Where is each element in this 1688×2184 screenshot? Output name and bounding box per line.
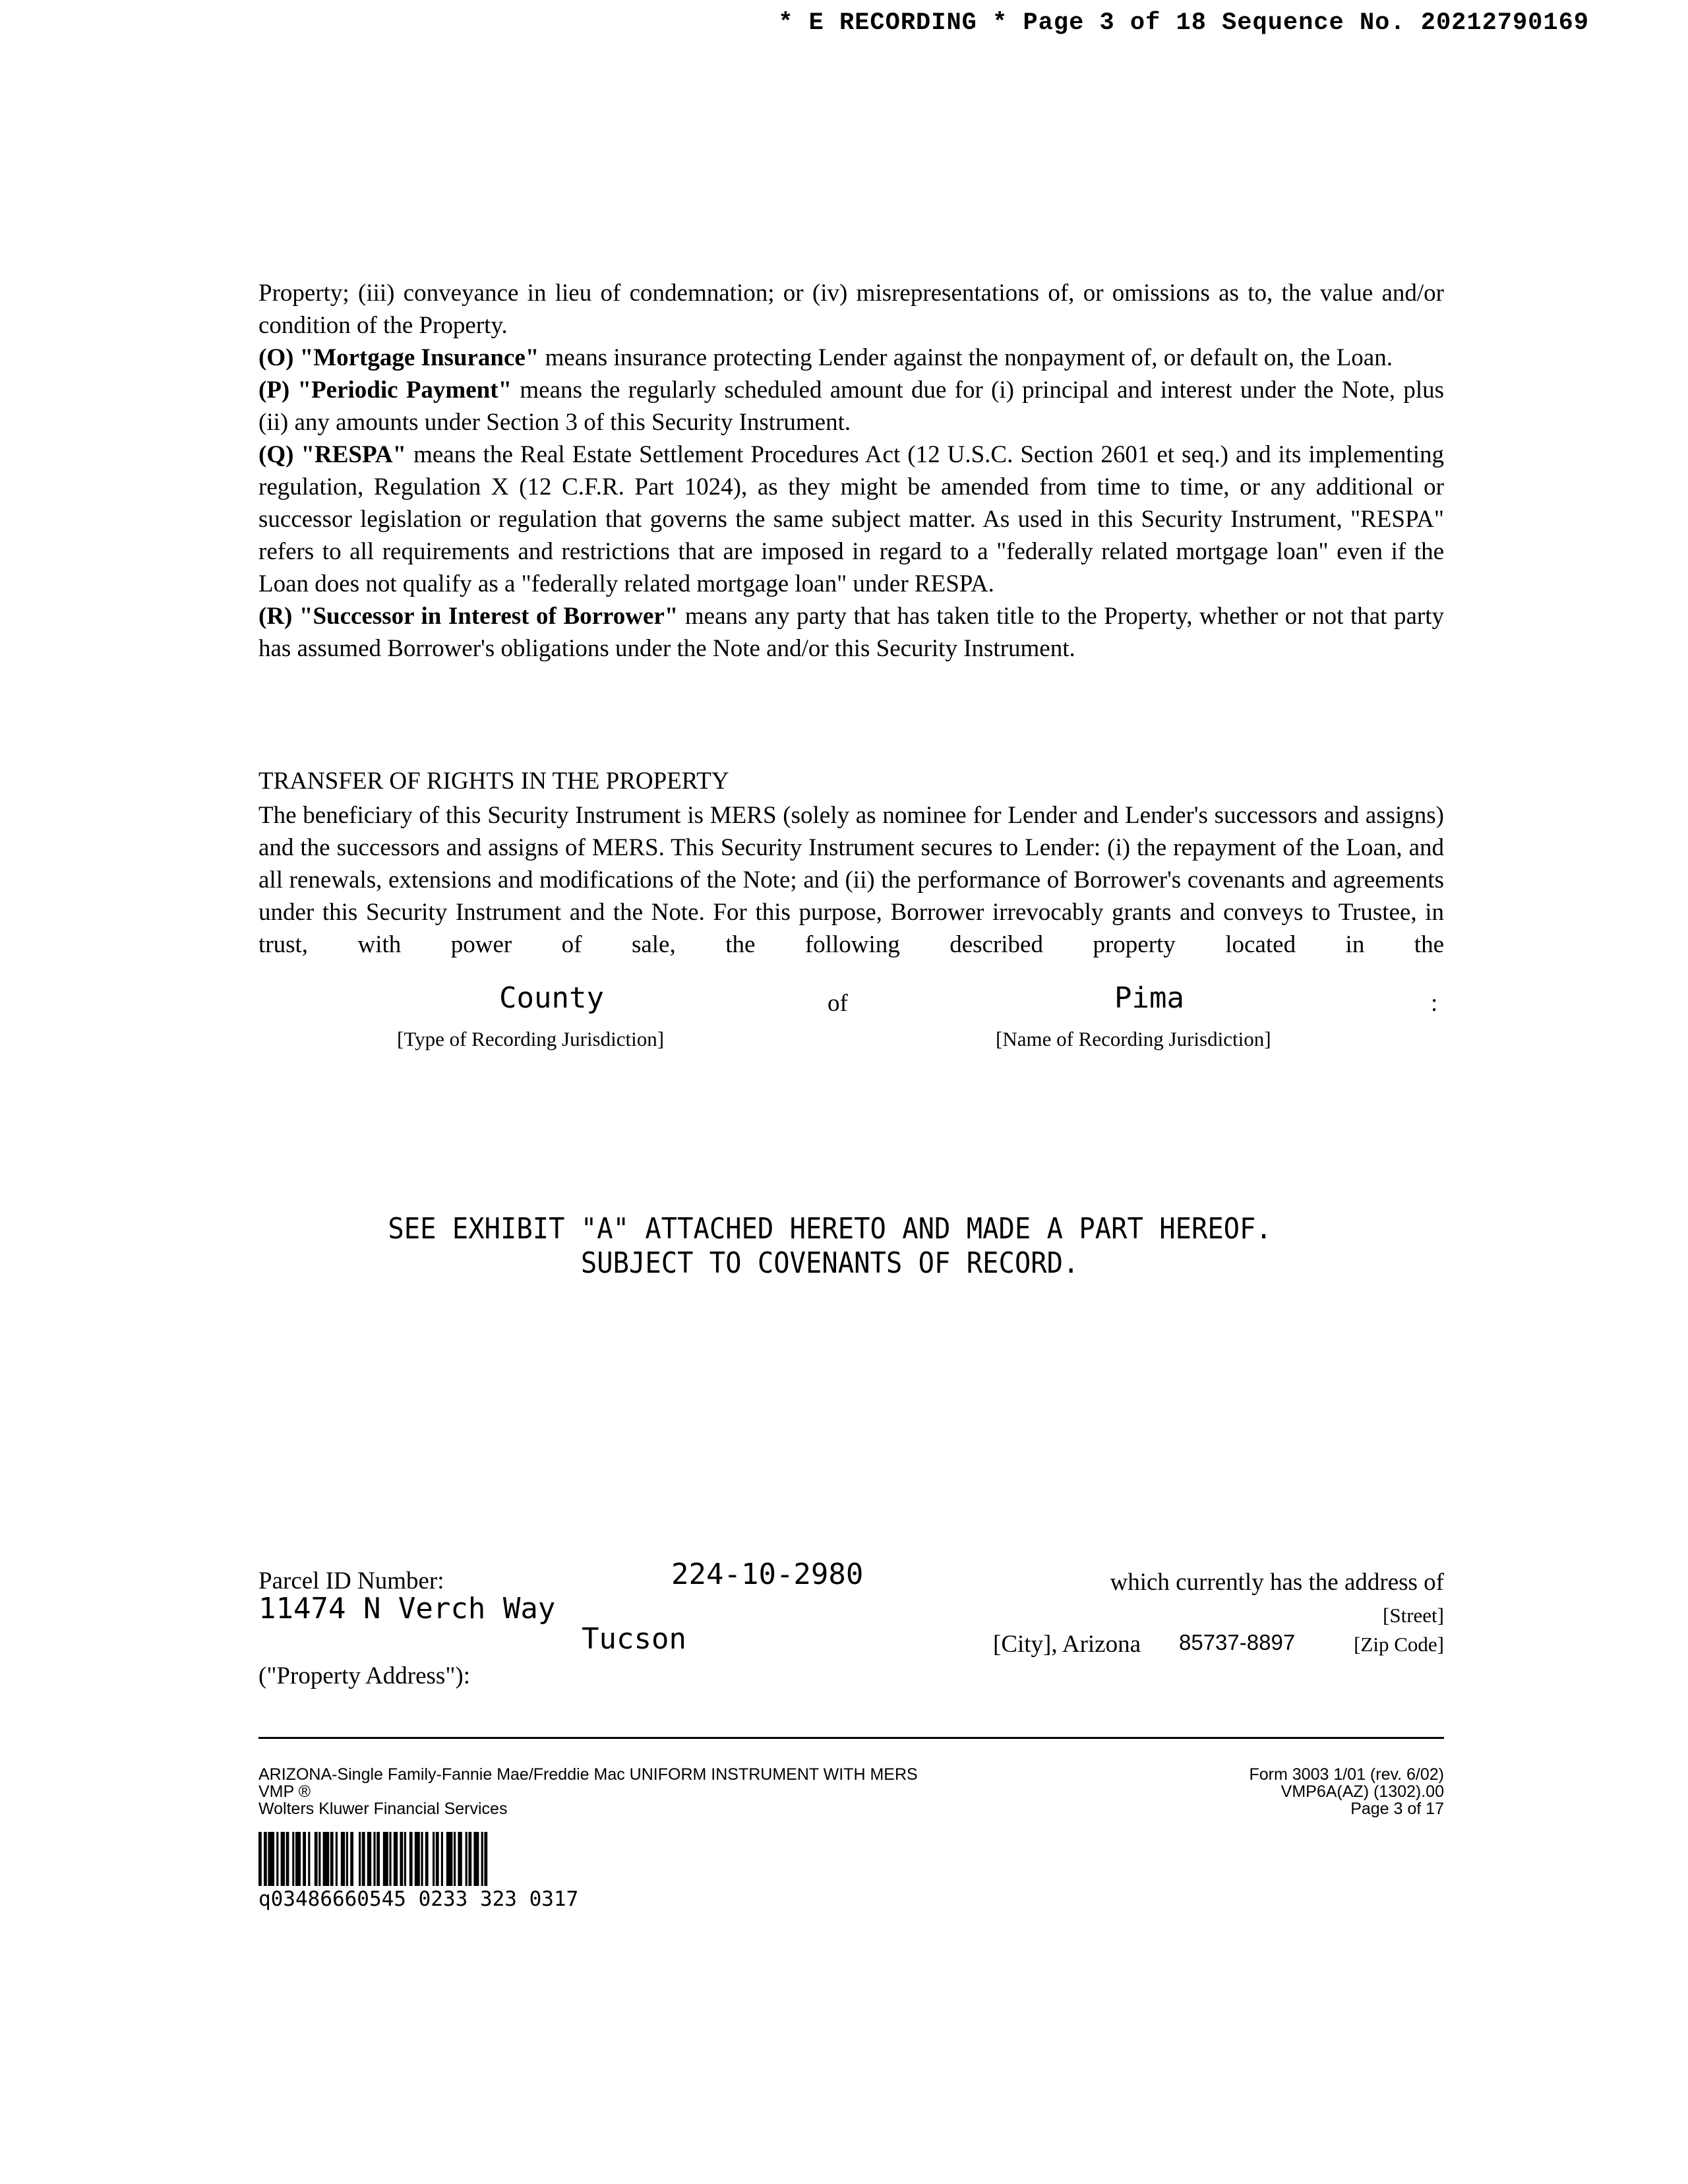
document-barcode	[258, 1832, 720, 1886]
definition-r-label: (R) "Successor in Interest of Borrower"	[258, 603, 678, 630]
jurisdiction-name-caption: [Name of Recording Jurisdiction]	[996, 1027, 1271, 1050]
definition-q	[258, 439, 1444, 600]
zip-caption: [Zip Code]	[1354, 1633, 1444, 1656]
barcode-bar	[389, 1832, 391, 1886]
exhibit-reference	[69, 1212, 1621, 1281]
street-caption: [Street]	[1383, 1604, 1444, 1627]
parcel-id-number: 224-10-2980	[671, 1558, 864, 1591]
definition-p-label: (P) "Periodic Payment"	[258, 377, 512, 404]
barcode-bar	[400, 1832, 403, 1886]
barcode-bar	[318, 1832, 320, 1886]
footer-page-number: Page 3 of 17	[1350, 1800, 1444, 1818]
barcode-bar	[350, 1832, 353, 1886]
definition-q-text: means the Real Estate Settlement Procedures Act (12 U.S.C. Section 2601 et seq.) and its implementing regulation, Regulation X (12 C.F.R. Part 1024), as they might be amended from time to time, or any additional or successor legislation or regulation that governs the same subject matter. As used in this Security Instrument, "RESPA" refers to all requirements and restrictions that are imposed in regard to a "federally related mortgage loan" even if the Loan does not qualify as a "federally related mortgage loan" under RESPA.	[258, 441, 1444, 597]
barcode-bar	[377, 1832, 380, 1886]
definition-r-text: means any party that has taken title to the Property, whether or not that party has assumed Borrower's obligations under the Note and/or this Security Instrument.	[258, 603, 1444, 662]
exhibit-line-2: SUBJECT TO COVENANTS OF RECORD.	[580, 1246, 1079, 1280]
barcode-bar	[454, 1832, 456, 1886]
barcode-number: q03486660545 0233 323 0317	[258, 1887, 579, 1911]
barcode-bar	[458, 1832, 462, 1886]
city-state-line	[993, 1630, 1141, 1658]
definition-continuation: Property; (iii) conveyance in lieu of condemnation; or (iv) misrepresentations of, or omissions as to, the value and/or condition of the Property.	[258, 280, 1444, 339]
footer-right	[1249, 1766, 1444, 1817]
footer-vmp: VMP ®	[258, 1782, 311, 1801]
barcode-bar	[441, 1832, 443, 1886]
exhibit-line-1: SEE EXHIBIT "A" ATTACHED HERETO AND MADE A PART HEREOF.	[388, 1212, 1272, 1246]
barcode-bar	[346, 1832, 348, 1886]
jurisdiction-type-value: County	[499, 981, 604, 1015]
recording-header: * E RECORDING * Page 3 of 18 Sequence No. 20212790169	[778, 9, 1589, 37]
footer-form-number: Form 3003 1/01 (rev. 6/02)	[1249, 1765, 1444, 1784]
barcode-bar	[341, 1832, 345, 1886]
barcode-bar	[415, 1832, 420, 1886]
jurisdiction-type-caption: [Type of Recording Jurisdiction]	[397, 1027, 665, 1050]
transfer-heading: TRANSFER OF RIGHTS IN THE PROPERTY	[258, 768, 729, 795]
barcode-bar	[473, 1832, 479, 1886]
state-text: , Arizona	[1051, 1631, 1141, 1658]
parcel-id-label: Parcel ID Number:	[258, 1567, 444, 1594]
barcode-bar	[373, 1832, 375, 1886]
footer-form-title: ARIZONA-Single Family-Fannie Mae/Freddie Mac UNIFORM INSTRUMENT WITH MERS	[258, 1765, 918, 1784]
street-value: 11474 N Verch Way	[258, 1592, 556, 1625]
property-address-label: ("Property Address"):	[258, 1662, 471, 1689]
barcode-bar	[330, 1832, 334, 1886]
barcode-bar	[404, 1832, 406, 1886]
barcode-bar	[446, 1832, 453, 1886]
footer-form-code: VMP6A(AZ) (1302).00	[1281, 1782, 1444, 1801]
definition-p-text: means the regularly scheduled amount due for (i) principal and interest under the Note, plus (ii) any amounts under Section 3 of this Security Instrument.	[258, 377, 1444, 436]
barcode-bar	[484, 1832, 487, 1886]
transfer-paragraph: The beneficiary of this Security Instrument is MERS (solely as nominee for Lender and Lender's successors and assigns) and the successors and assigns of MERS. This Security Instrument secures to Lender: (i) the repayment of the Loan, and all renewals, extensions and modifications of the Note; and (ii) the performance of Borrower's covenants and agreements under this Security Instrument and the Note. For this purpose, Borrower irrevocably grants and conveys to Trustee, in trust, with power of sale, the following described property located in the	[258, 802, 1444, 958]
barcode-bar	[466, 1832, 467, 1886]
definition-r	[258, 600, 1444, 665]
barcode-bar	[362, 1832, 365, 1886]
barcode-bar	[315, 1832, 318, 1886]
barcode-bar	[436, 1832, 439, 1886]
definition-q-label: (Q) "RESPA"	[258, 441, 407, 468]
barcode-bar	[481, 1832, 483, 1886]
barcode-bar	[425, 1832, 429, 1886]
barcode-bar	[383, 1832, 388, 1886]
zip-value: 85737-8897	[1179, 1630, 1296, 1654]
footer-publisher: Wolters Kluwer Financial Services	[258, 1800, 508, 1818]
barcode-bar	[336, 1832, 338, 1886]
jurisdiction-colon: :	[1431, 990, 1438, 1017]
barcode-bar	[258, 1832, 262, 1886]
barcode-bar	[409, 1832, 413, 1886]
barcode-bar	[433, 1832, 435, 1886]
definition-o	[258, 342, 1444, 374]
barcode-bar	[421, 1832, 423, 1886]
city-value: Tucson	[582, 1622, 686, 1656]
jurisdiction-name-value: Pima	[1114, 981, 1184, 1015]
definitions-section	[258, 277, 1444, 665]
barcode-bar	[268, 1832, 274, 1886]
definition-p	[258, 374, 1444, 439]
barcode-bar	[295, 1832, 301, 1886]
barcode-bar	[264, 1832, 267, 1886]
barcode-bar	[286, 1832, 289, 1886]
barcode-bar	[367, 1832, 371, 1886]
barcode-bar	[303, 1832, 306, 1886]
definition-o-text: means insurance protecting Lender against the nonpayment of, or default on, the Loan.	[539, 344, 1393, 371]
barcode-bar	[308, 1832, 310, 1886]
footer-divider	[258, 1737, 1444, 1739]
barcode-bar	[323, 1832, 330, 1886]
barcode-bar	[394, 1832, 398, 1886]
jurisdiction-of-word: of	[828, 990, 848, 1017]
city-caption: [City]	[993, 1631, 1052, 1658]
barcode-bar	[276, 1832, 278, 1886]
barcode-bar	[292, 1832, 294, 1886]
footer-left	[258, 1766, 918, 1817]
barcode-bar	[281, 1832, 285, 1886]
definition-o-label: (O) "Mortgage Insurance"	[258, 344, 539, 371]
barcode-bar	[468, 1832, 471, 1886]
address-intro: which currently has the address of	[1110, 1569, 1444, 1596]
barcode-bar	[359, 1832, 361, 1886]
